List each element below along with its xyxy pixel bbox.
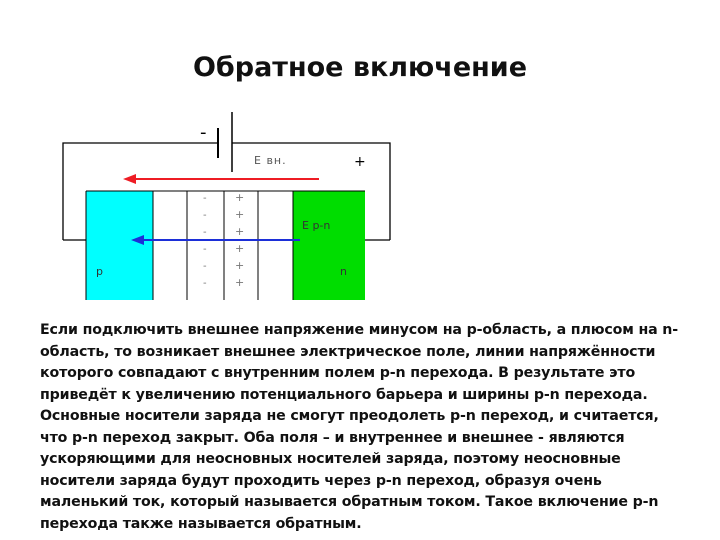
p-region bbox=[86, 191, 153, 300]
battery-minus-sign: - bbox=[200, 122, 207, 143]
slide-title: Обратное включение bbox=[192, 52, 528, 83]
n-region bbox=[293, 191, 365, 300]
negative-ion-marker: - bbox=[203, 278, 207, 289]
battery-plus-sign: + bbox=[354, 154, 366, 170]
external-field-arrowhead bbox=[123, 174, 136, 184]
positive-ion-marker: + bbox=[235, 191, 245, 204]
negative-ion-marker: - bbox=[203, 193, 207, 204]
positive-ion-marker: + bbox=[235, 225, 245, 238]
n-region-label: n bbox=[340, 265, 347, 278]
positive-ion-marker: + bbox=[235, 208, 245, 221]
junction-field-label: Е р-n bbox=[302, 219, 331, 232]
positive-ion-marker: + bbox=[235, 259, 245, 272]
depletion-region bbox=[153, 191, 293, 300]
negative-ion-marker: - bbox=[203, 227, 207, 238]
external-field-label: Е вн. bbox=[254, 154, 287, 167]
negative-ion-marker: - bbox=[203, 261, 207, 272]
positive-ion-marker: + bbox=[235, 276, 245, 289]
negative-ion-marker: - bbox=[203, 244, 207, 255]
positive-ion-marker: + bbox=[235, 242, 245, 255]
negative-ion-marker: - bbox=[203, 210, 207, 221]
p-region-label: p bbox=[96, 265, 103, 278]
explanation-paragraph: Если подключить внешнее напряжение минусом на p-область, а плюсом на n-область, то возникает внешнее электрическое поле, линии напряжённости которого совпадают с внутренним полем p-n перехода. В результате это приведёт к увеличению потенциального барьера и ширины p-n перехода. Основные носители заряда не смогут преодолеть p-n переход, и считается, что p-n переход закрыт. Оба поля – и внутреннее и внешнее - являются ускоряющими для неосновных носителей заряда, поэтому неосновные носители заряда будут проходить через p-n переход, образуя очень маленький ток, который называется обратным током. Такое включение p-n перехода также называется обратным. bbox=[40, 322, 678, 532]
